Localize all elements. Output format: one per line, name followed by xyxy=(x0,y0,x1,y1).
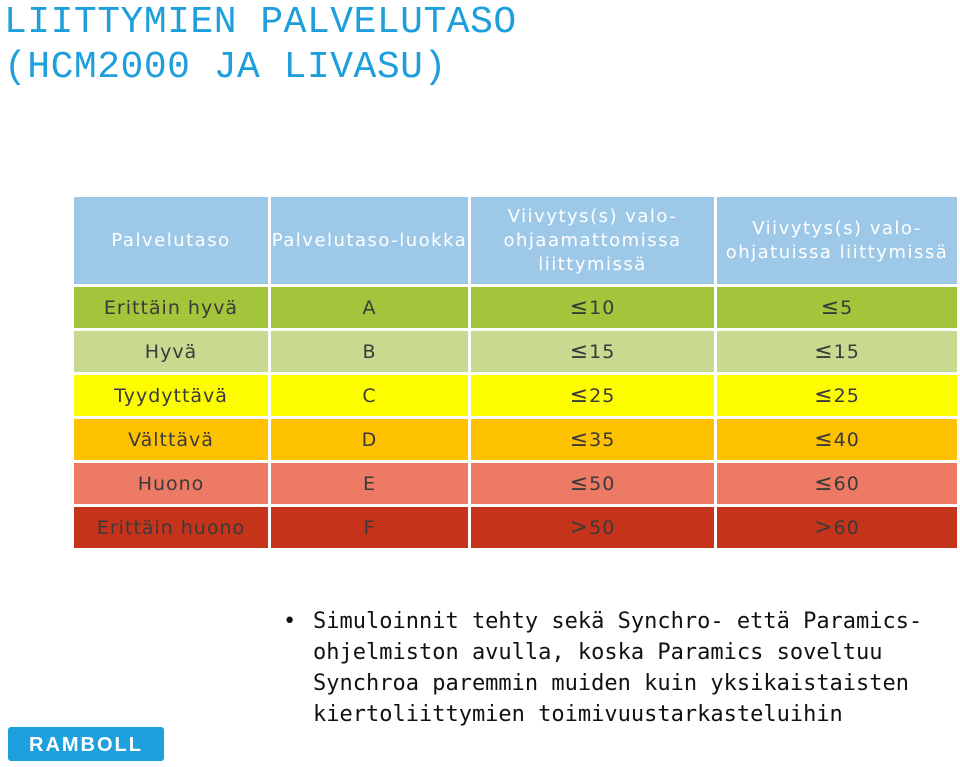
header-palvelutaso: Palvelutaso xyxy=(74,197,271,287)
table-row xyxy=(74,463,957,507)
cell-signalized-delay: ≤15 xyxy=(717,331,957,375)
bullet-dot-icon: • xyxy=(283,609,297,634)
header-signalized-delay: Viivytys(s) valo-ohjatuissa liittymissä xyxy=(717,197,957,287)
cell-signalized-delay: ≤5 xyxy=(717,287,957,331)
cell-signalized-delay: >60 xyxy=(717,507,957,551)
cell-unsignalized-delay: ≤35 xyxy=(471,419,717,463)
notes-list xyxy=(283,606,943,730)
cell-level: Erittäin hyvä xyxy=(74,287,271,331)
list-item xyxy=(283,606,943,730)
cell-class: D xyxy=(271,419,471,463)
cell-unsignalized-delay: ≤10 xyxy=(471,287,717,331)
cell-class: B xyxy=(271,331,471,375)
level-of-service-table xyxy=(74,197,957,551)
cell-signalized-delay: ≤25 xyxy=(717,375,957,419)
cell-unsignalized-delay: ≤15 xyxy=(471,331,717,375)
note-text: Simuloinnit tehty sekä Synchro- että Paramics-ohjelmiston avulla, koska Paramics soveltuu Synchroa paremmin muiden kuin yksikaistaisten kiertoliittymien toimivuustarkasteluihin xyxy=(313,609,923,727)
cell-signalized-delay: ≤60 xyxy=(717,463,957,507)
page-title xyxy=(4,0,517,90)
table-row xyxy=(74,507,957,551)
ramboll-logo xyxy=(8,727,164,761)
cell-class: C xyxy=(271,375,471,419)
header-palvelutasoluokka: Palvelutaso-luokka xyxy=(271,197,471,287)
cell-level: Huono xyxy=(74,463,271,507)
table-row xyxy=(74,331,957,375)
cell-class: F xyxy=(271,507,471,551)
cell-level: Tyydyttävä xyxy=(74,375,271,419)
table-row xyxy=(74,287,957,331)
table-header-row xyxy=(74,197,957,287)
cell-unsignalized-delay: >50 xyxy=(471,507,717,551)
title-line-1: LIITTYMIEN PALVELUTASO xyxy=(4,1,517,44)
svg-text:RAMBOLL: RAMBOLL xyxy=(29,734,143,756)
cell-level: Välttävä xyxy=(74,419,271,463)
table-row xyxy=(74,419,957,463)
cell-class: A xyxy=(271,287,471,331)
ramboll-logo-wordmark xyxy=(16,732,156,756)
header-unsignalized-delay: Viivytys(s) valo-ohjaamattomissa liittymissä xyxy=(471,197,717,287)
cell-class: E xyxy=(271,463,471,507)
title-line-2: (HCM2000 JA LIVASU) xyxy=(4,46,447,89)
cell-signalized-delay: ≤40 xyxy=(717,419,957,463)
cell-level: Erittäin huono xyxy=(74,507,271,551)
cell-level: Hyvä xyxy=(74,331,271,375)
cell-unsignalized-delay: ≤25 xyxy=(471,375,717,419)
table-row xyxy=(74,375,957,419)
cell-unsignalized-delay: ≤50 xyxy=(471,463,717,507)
